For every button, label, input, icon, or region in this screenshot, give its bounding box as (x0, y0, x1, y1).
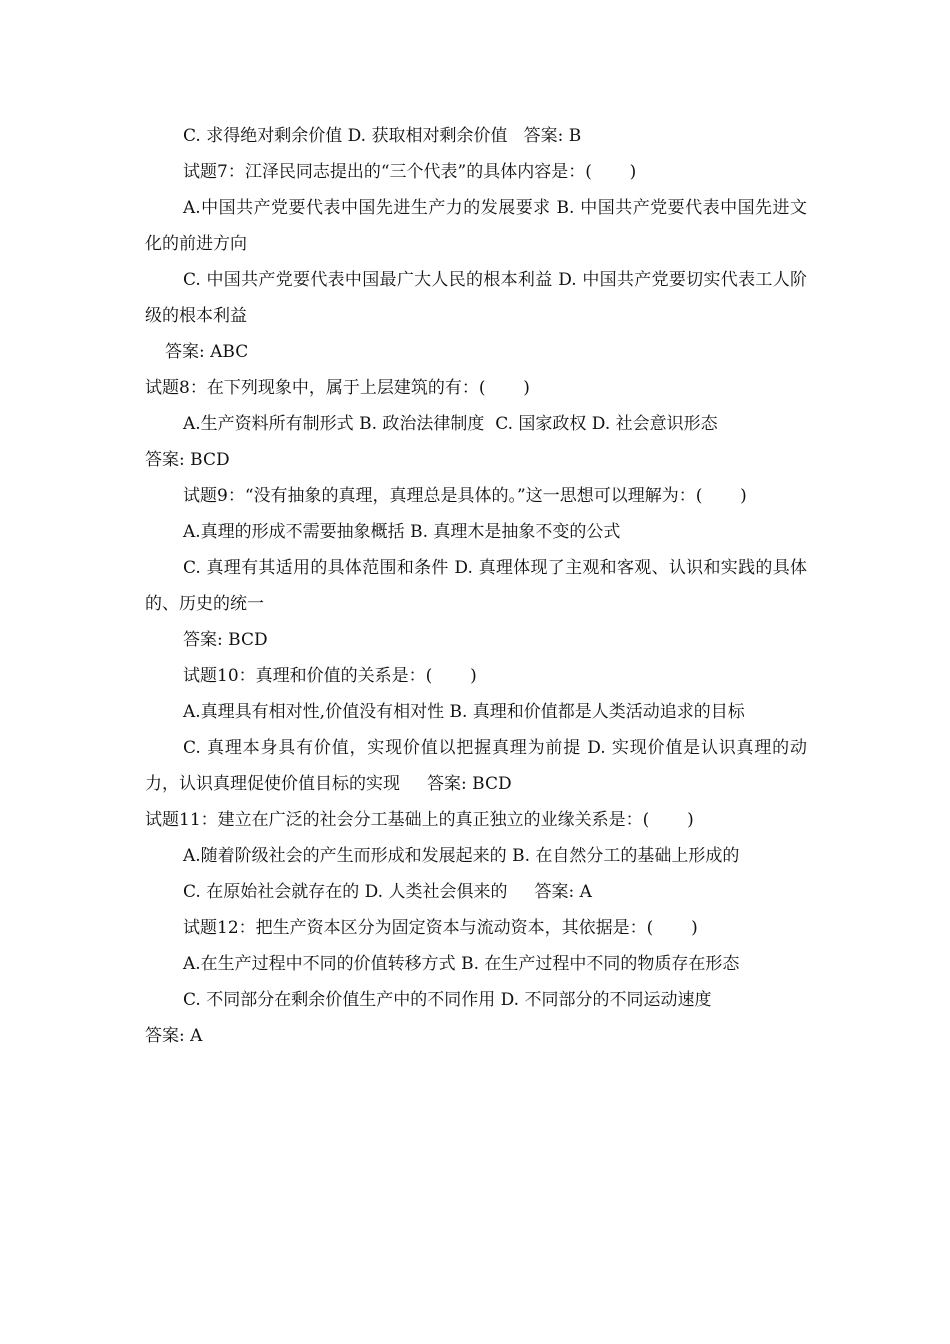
q9-stem: 试题9：“没有抽象的真理，真理总是具体的。”这一思想可以理解为：( ) (183, 486, 747, 506)
q11-options-cd: C. 在原始社会就存在的 D. 人类社会俱来的 答案: A (183, 882, 592, 902)
q8-options: A.生产资料所有制形式 B. 政治法律制度 C. 国家政权 D. 社会意识形态 (183, 414, 718, 434)
q7-answer: 答案: ABC (165, 342, 249, 362)
q9-answer: 答案: BCD (183, 630, 268, 650)
q11-stem: 试题11：建立在广泛的社会分工基础上的真正独立的业缘关系是：( ) (145, 810, 694, 830)
q11-options-ab: A.随着阶级社会的产生而形成和发展起来的 B. 在自然分工的基础上形成的 (183, 846, 740, 866)
q9-options-ab: A.真理的形成不需要抽象概括 B. 真理木是抽象不变的公式 (183, 522, 621, 542)
q8-stem: 试题8：在下列现象中，属于上层建筑的有：( ) (145, 378, 530, 398)
q10-options-cd: C. 真理本身具有价值，实现价值以把握真理为前提 D. 实现价值是认识真理的动力，认识真理促使价值目标的实现 答案: BCD (145, 738, 807, 794)
q12-stem: 试题12：把生产资本区分为固定资本与流动资本，其依据是：( ) (183, 918, 698, 938)
q9-options-cd: C. 真理有其适用的具体范围和条件 D. 真理体现了主观和客观、认识和实践的具体的、历史的统一 (145, 558, 807, 614)
q12-options-cd: C. 不同部分在剩余价值生产中的不同作用 D. 不同部分的不同运动速度 (183, 990, 712, 1010)
q7-stem: 试题7：江泽民同志提出的“三个代表”的具体内容是：( ) (183, 162, 637, 182)
q7-options-ab: A.中国共产党要代表中国先进生产力的发展要求 B. 中国共产党要代表中国先进文化的前进方向 (145, 198, 807, 254)
q10-stem: 试题10：真理和价值的关系是：( ) (183, 666, 477, 686)
q7-options-cd: C. 中国共产党要代表中国最广大人民的根本利益 D. 中国共产党要切实代表工人阶级的根本利益 (145, 270, 807, 326)
q12-options-ab: A.在生产过程中不同的价值转移方式 B. 在生产过程中不同的物质存在形态 (183, 954, 740, 974)
document-body (145, 118, 807, 1054)
q6-options-cd: C. 求得绝对剩余价值 D. 获取相对剩余价值 答案: B (183, 126, 582, 146)
q10-options-ab: A.真理具有相对性,价值没有相对性 B. 真理和价值都是人类活动追求的目标 (183, 702, 745, 722)
q8-answer: 答案: BCD (145, 450, 230, 470)
q12-answer: 答案: A (145, 1026, 203, 1046)
